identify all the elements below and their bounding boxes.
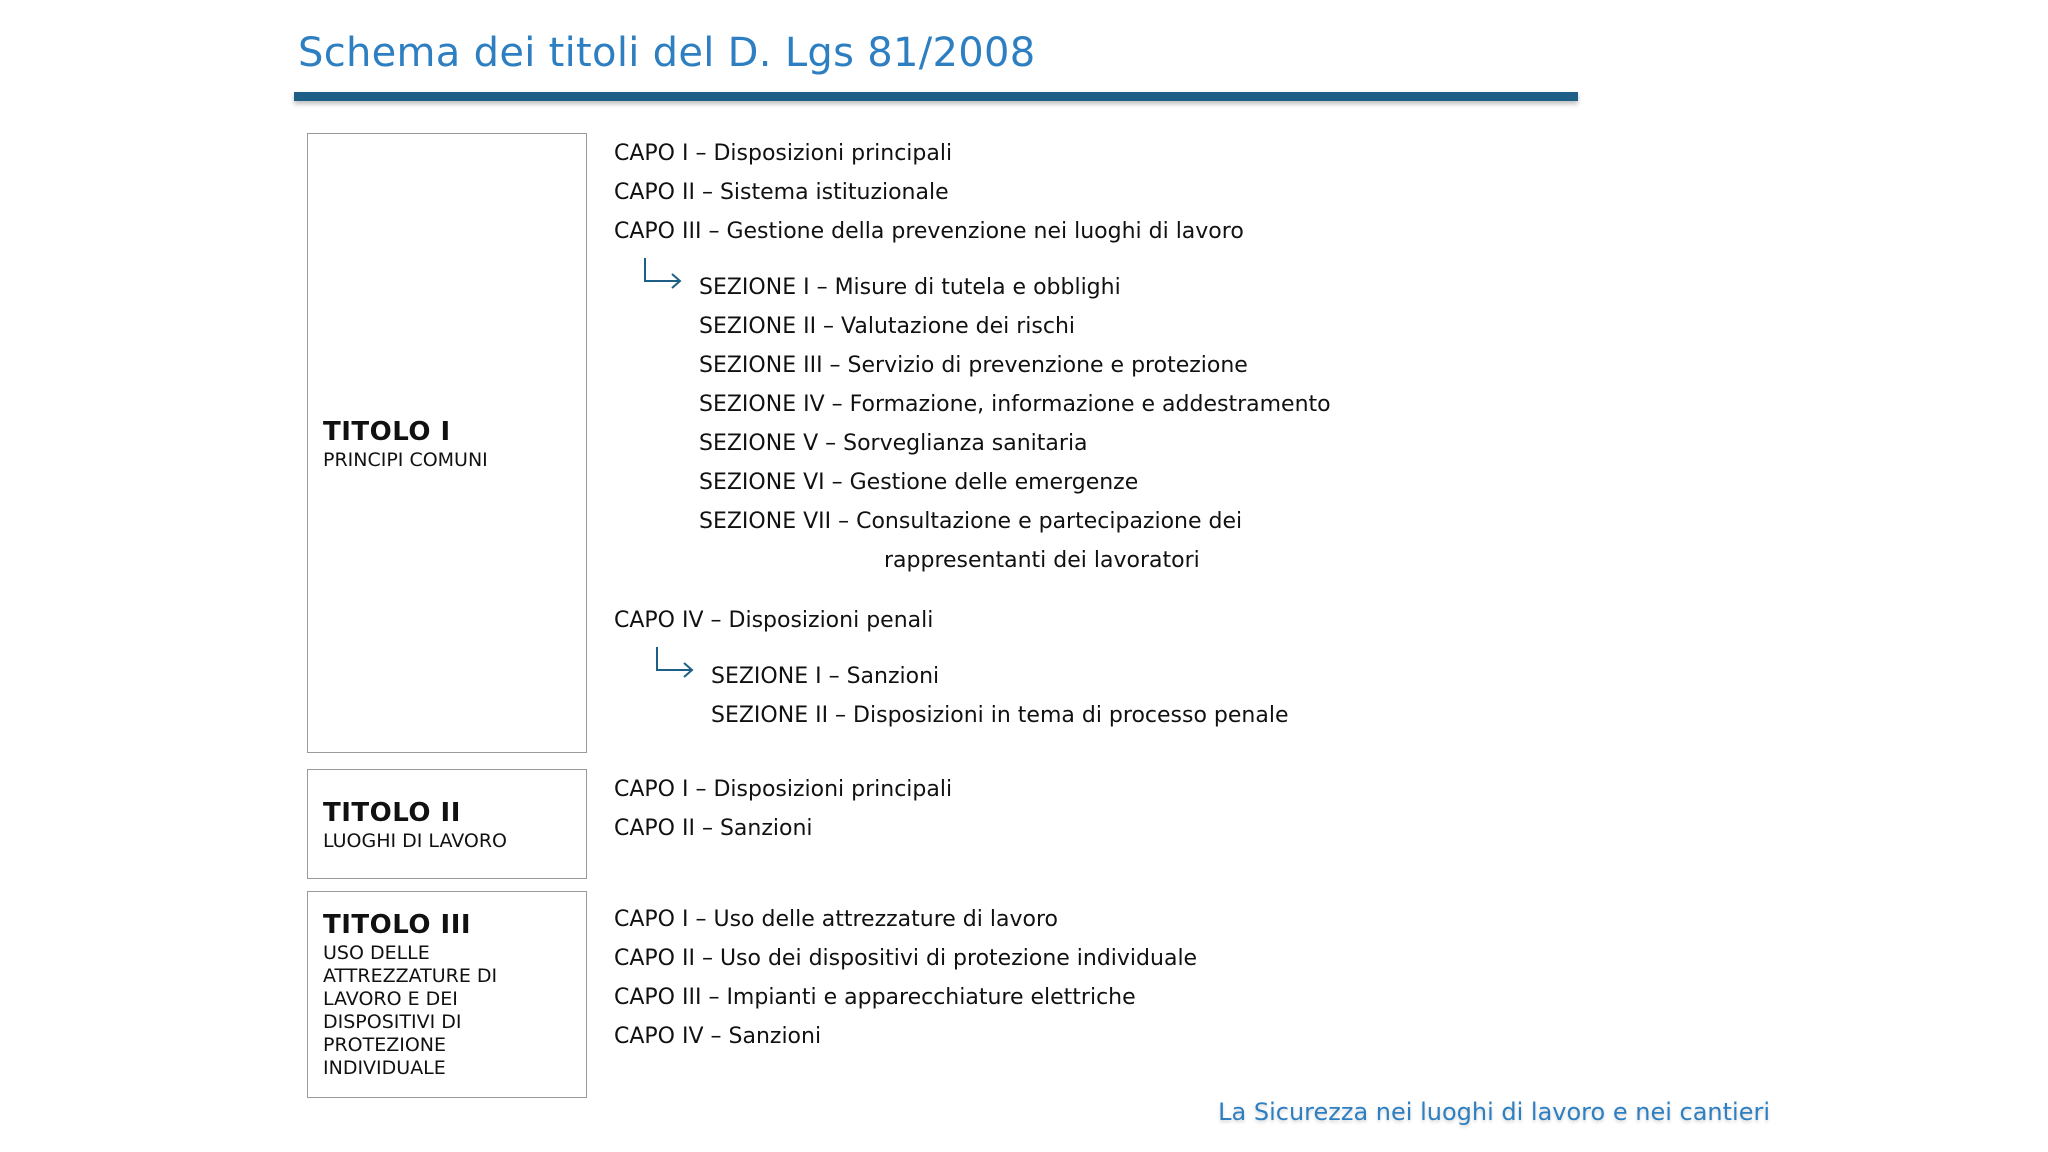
capo-4-sezione-1: SEZIONE I – Sanzioni (711, 664, 940, 689)
titolo-2-box (307, 769, 587, 879)
capo-3-sezione-5: SEZIONE V – Sorveglianza sanitaria (699, 431, 1088, 456)
titolo-3-capo-4: CAPO IV – Sanzioni (614, 1024, 822, 1049)
capo-3-sezione-6: SEZIONE VI – Gestione delle emergenze (699, 470, 1139, 495)
capo-3-sezione-2: SEZIONE II – Valutazione dei rischi (699, 314, 1076, 339)
capo-3-sezione-3: SEZIONE III – Servizio di prevenzione e protezione (699, 353, 1248, 378)
capo-3-sezione-7: SEZIONE VII – Consultazione e partecipazione dei (699, 509, 1243, 534)
titolo-2-heading: TITOLO II (323, 798, 461, 828)
titolo-1-capo-4: CAPO IV – Disposizioni penali (614, 608, 934, 633)
titolo-1-heading: TITOLO I (323, 417, 451, 447)
titolo-1-capo-3: CAPO III – Gestione della prevenzione nei luoghi di lavoro (614, 219, 1244, 244)
titolo-3-capo-3: CAPO III – Impianti e apparecchiature elettriche (614, 985, 1136, 1010)
titolo-3-heading: TITOLO III (323, 910, 472, 940)
titolo-3-subtitle: USO DELLE ATTREZZATURE DI LAVORO E DEI DISPOSITIVI DI PROTEZIONE INDIVIDUALE (323, 942, 498, 1079)
footer-caption: La Sicurezza nei luoghi di lavoro e nei cantieri (1218, 1098, 1770, 1126)
titolo-1-capo-2: CAPO II – Sistema istituzionale (614, 180, 949, 205)
capo-4-sezione-2: SEZIONE II – Disposizioni in tema di processo penale (711, 703, 1289, 728)
page-title: Schema dei titoli del D. Lgs 81/2008 (298, 30, 1036, 76)
titolo-3-box (307, 891, 587, 1098)
capo-3-sezione-7-cont: rappresentanti dei lavoratori (884, 548, 1200, 573)
arrow-capo-3-icon (642, 256, 684, 290)
titolo-2-capo-1: CAPO I – Disposizioni principali (614, 777, 953, 802)
capo-3-sezione-1: SEZIONE I – Misure di tutela e obblighi (699, 275, 1121, 300)
titolo-3-capo-2: CAPO II – Uso dei dispositivi di protezione individuale (614, 946, 1198, 971)
titolo-3-capo-1: CAPO I – Uso delle attrezzature di lavoro (614, 907, 1058, 932)
titolo-1-subtitle: PRINCIPI COMUNI (323, 449, 488, 471)
titolo-1-capo-1: CAPO I – Disposizioni principali (614, 141, 953, 166)
titolo-1-box (307, 133, 587, 753)
capo-3-sezione-4: SEZIONE IV – Formazione, informazione e addestramento (699, 392, 1331, 417)
arrow-capo-4-icon (654, 645, 696, 679)
titolo-2-subtitle: LUOGHI DI LAVORO (323, 830, 508, 852)
title-underline (294, 92, 1578, 101)
titolo-2-capo-2: CAPO II – Sanzioni (614, 816, 813, 841)
